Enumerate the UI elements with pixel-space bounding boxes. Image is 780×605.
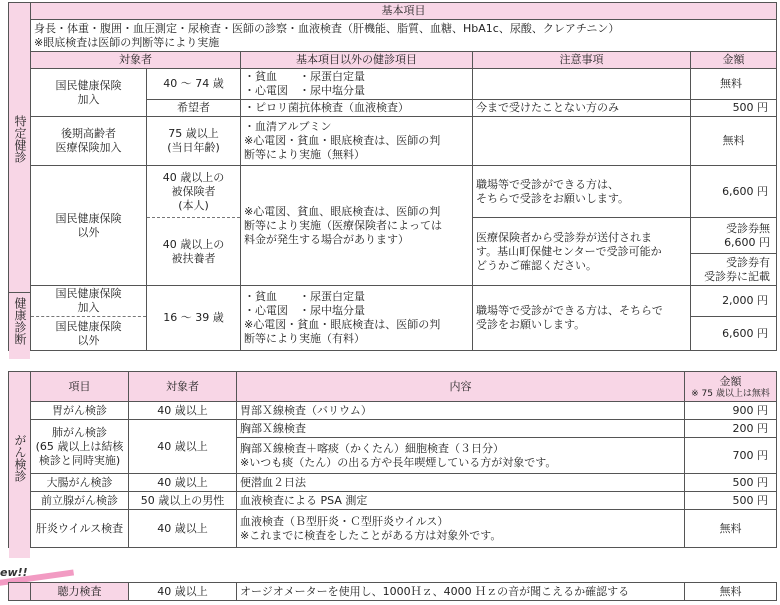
target-hearing: 40 歳以上: [129, 583, 237, 601]
items-anemia-ecg: ・貧血 ・尿蛋白定量 ・心電図 ・尿中塩分量: [241, 69, 473, 100]
price-prostate: 500 円: [685, 492, 777, 510]
items-anemia-ecg-2: ・貧血 ・尿蛋白定量 ・心電図 ・尿中塩分量 ※心電図・貧血・眼底検査は、医師の判 断等により実施（有料）: [241, 286, 473, 351]
content-colon: 便潜血２日法: [237, 474, 685, 492]
price-stomach: 900 円: [685, 402, 777, 420]
age-insured-self: 40 歳以上の 被保険者 (本人): [147, 166, 241, 218]
price-free: 無料: [691, 117, 777, 166]
target-prostate: 50 歳以上の男性: [129, 492, 237, 510]
price-500: 500 円: [691, 100, 777, 117]
col-content-header: 内容: [237, 372, 685, 402]
side-label-health-checkup: 健康診断: [9, 292, 30, 359]
price-6600: 6,600 円: [691, 166, 777, 218]
item-hepatitis: 肝炎ウイルス検査: [31, 510, 129, 548]
new-badge: [0, 566, 60, 582]
new-badge-text: ew!!: [0, 566, 28, 579]
price-hearing: 無料: [685, 583, 777, 601]
basic-items-header: 基本項目: [31, 3, 777, 20]
col-notes-header: 注意事項: [473, 52, 691, 69]
price-2000: 2,000 円: [691, 286, 777, 317]
hearing-test-table: [8, 582, 777, 601]
price-colon: 500 円: [685, 474, 777, 492]
col-target-header-2: 対象者: [129, 372, 237, 402]
age-dependent: 40 歳以上の 被扶養者: [147, 218, 241, 286]
item-lung: 肺がん検診 (65 歳以上は結核 検診と同時実施): [31, 420, 129, 474]
age-applicants: 希望者: [147, 100, 241, 117]
price-hepatitis: 無料: [685, 510, 777, 548]
group-nhi-enrolled: 国民健康保険 加入: [31, 69, 147, 117]
notes-empty: [473, 117, 691, 166]
price-lung-sputum: 700 円: [685, 438, 777, 474]
target-lung: 40 歳以上: [129, 420, 237, 474]
cancer-screening-table: [8, 371, 777, 548]
basic-items-text: 身長・体重・腹囲・血圧測定・尿検査・医師の診察・血液検査（肝機能、脂質、血糖、HbA1c、尿酸、クレアチニン） ※眼底検査は医師の判断等により実施: [31, 20, 777, 52]
price-lung-xray: 200 円: [685, 420, 777, 438]
side-label-cancer-text: がん検診: [9, 372, 30, 558]
items-pylori: ・ピロリ菌抗体検査（血液検査）: [241, 100, 473, 117]
item-hearing: 聴力検査: [31, 583, 129, 601]
notes-first-time: 今まで受けたことない方のみ: [473, 100, 691, 117]
price-note: ※ 75 歳以上は無料: [691, 388, 770, 399]
price-6600-2: 6,600 円: [691, 317, 777, 351]
notes-voucher: 医療保険者から受診券が送付されま す。基山町保健センターで受診可能か どうかご確認ください。: [473, 218, 691, 286]
notes-workplace-2: 職場等で受診ができる方は、そちらで 受診をお願いします。: [473, 286, 691, 351]
group-late-elderly: 後期高齢者 医療保険加入: [31, 117, 147, 166]
col-price-header-2: 金額 ※ 75 歳以上は無料: [685, 372, 777, 402]
target-stomach: 40 歳以上: [129, 402, 237, 420]
items-albumin: ・血清アルブミン ※心電図・貧血・眼底検査は、医師の判 断等により実施（無料）: [241, 117, 473, 166]
group-non-nhi: 国民健康保険 以外: [31, 166, 147, 286]
health-checkup-table: [8, 2, 777, 351]
content-lung-sputum: 胸部Ｘ線検査＋喀痰（かくたん）細胞検査（３日分） ※いつも痰（たん）の出る方や長年喫煙している方が対象です。: [237, 438, 685, 474]
target-colon: 40 歳以上: [129, 474, 237, 492]
side-label-hearing: [9, 583, 31, 601]
col-target-header: 対象者: [31, 52, 241, 69]
group-non-nhi-2: 国民健康保険 以外: [31, 317, 147, 351]
notes-empty: [473, 69, 691, 100]
age-16-39: 16 ～ 39 歳: [147, 286, 241, 351]
item-stomach: 胃がん検診: [31, 402, 129, 420]
col-item-header: 項目: [31, 372, 129, 402]
items-ecg-note: ※心電図、貧血、眼底検査は、医師の判 断等により実施（医療保険者によっては 料金が発生する場合があります）: [241, 166, 473, 286]
content-hearing: オージオメーターを使用し、1000Ｈｚ、4000 Ｈｚの音が聞こえるか確認する: [237, 583, 685, 601]
item-prostate: 前立腺がん検診: [31, 492, 129, 510]
col-price-header: 金額: [691, 52, 777, 69]
content-stomach: 胃部Ｘ線検査（バリウム）: [237, 402, 685, 420]
price-with-voucher: 受診券有 受診券に記載: [691, 254, 777, 286]
content-hepatitis: 血液検査（Ｂ型肝炎・Ｃ型肝炎ウイルス） ※これまでに検査をしたことがある方は対象外です。: [237, 510, 685, 548]
group-nhi-enrolled-2: 国民健康保険 加入: [31, 286, 147, 317]
notes-workplace: 職場等で受診ができる方は、 そちらで受診をお願いします。: [473, 166, 691, 218]
content-prostate: 血液検査による PSA 測定: [237, 492, 685, 510]
col-items-header: 基本項目以外の健診項目: [241, 52, 473, 69]
price-no-voucher: 受診券無 6,600 円: [691, 218, 777, 254]
side-label-specific-cover: 特定健診: [9, 3, 30, 292]
age-40-74: 40 ～ 74 歳: [147, 69, 241, 100]
content-lung-xray: 胸部Ｘ線検査: [237, 420, 685, 438]
target-hepatitis: 40 歳以上: [129, 510, 237, 548]
item-colon: 大腸がん検診: [31, 474, 129, 492]
age-75-plus: 75 歳以上 (当日年齢): [147, 117, 241, 166]
price-free: 無料: [691, 69, 777, 100]
